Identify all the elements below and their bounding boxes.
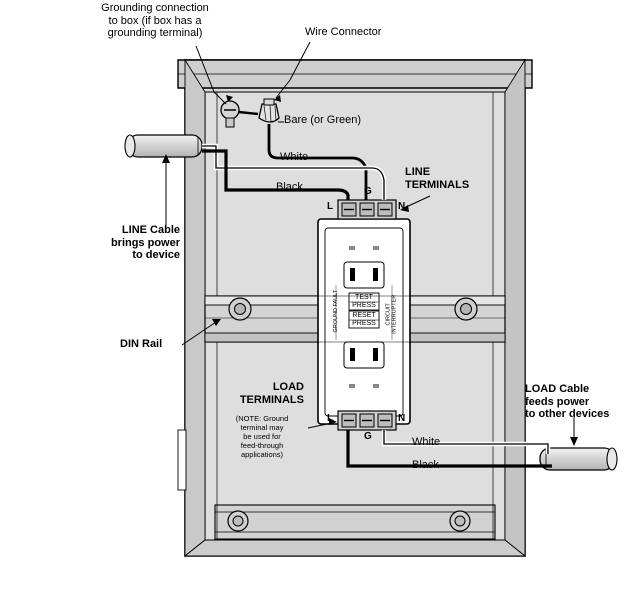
black-wire-bottom-label: Black [412,459,439,471]
load-terminal-g-marker: G [364,431,372,442]
load-terminals-label: LOAD TERMINALS [239,381,304,406]
load-terminals-note: (NOTE: Ground terminal may be used for feed-through applications) [235,414,289,459]
bare-green-label: Bare (or Green) [284,114,362,126]
white-wire-bottom-label: White [412,436,441,448]
black-wire-top-label: Black [276,181,303,193]
load-terminal-block [338,411,396,430]
wire-connector-label: Wire Connector [305,26,382,38]
device-side-text-left: GROUND FAULT [332,289,339,333]
line-terminal-block [338,200,396,219]
line-terminal-g-marker: G [364,186,372,197]
din-rail-label: DIN Rail [120,338,163,350]
line-cable-label: LINE Cable brings power to device [110,224,180,262]
receptacle-upper [344,262,384,288]
grounding-connection-label: Grounding connection to box (if box has a grounding terminal) [101,2,209,40]
line-terminals-label: LINE TERMINALS [405,166,470,191]
line-cable [125,135,202,157]
load-terminal-l-marker: L [327,413,334,424]
line-terminal-n-marker: N [398,201,406,212]
load-cable-label: LOAD Cable feeds power to other devices [525,383,610,421]
reset-button-label[interactable]: RESET PRESS [352,312,376,328]
receptacle-lower [344,342,384,368]
test-button-label[interactable]: TEST PRESS [352,294,376,310]
device-side-text-right: CIRCUIT INTERRUPTER [385,294,398,334]
load-terminal-n-marker: N [398,413,406,424]
white-wire-top-label: White [280,151,309,163]
line-terminal-l-marker: L [327,201,334,212]
